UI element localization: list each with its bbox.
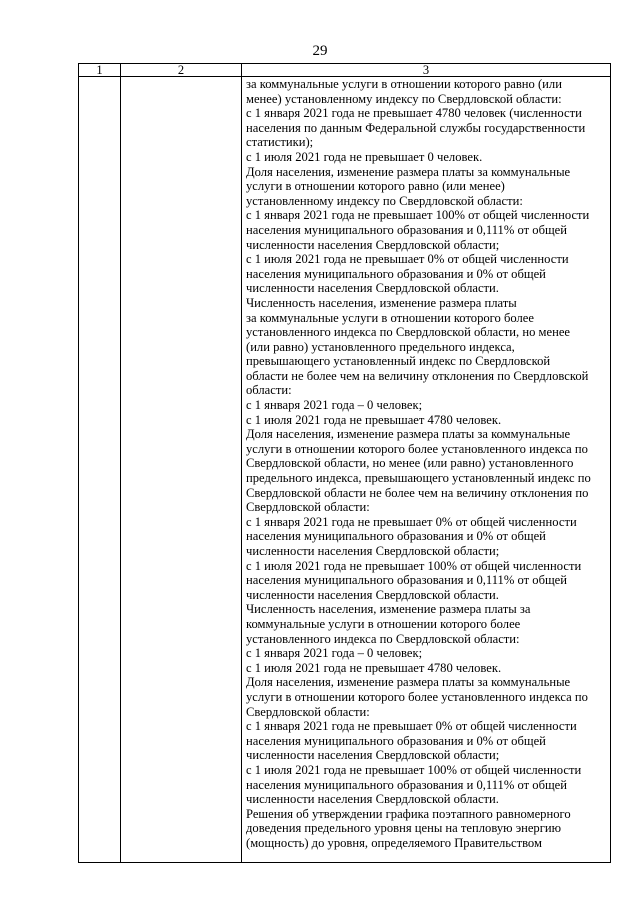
text-line: Доля населения, изменение размера платы за коммунальные — [246, 427, 571, 442]
text-line: Свердловской области: — [246, 500, 370, 515]
text-line: Численность населения, изменение размера платы за — [246, 602, 531, 617]
text-line: (или равно) установленного предельного индекса, — [246, 339, 515, 354]
text-line: с 1 июля 2021 года не превышает 4780 человек. — [246, 660, 502, 675]
column-header-3: 3 — [242, 64, 611, 77]
page-number: 29 — [312, 43, 328, 59]
text-line: с 1 июля 2021 года не превышает 100% от общей численности — [246, 558, 582, 573]
text-line: установленного индекса по Свердловской области: — [246, 631, 520, 646]
text-line: услуги в отношении которого более установленного индекса по — [246, 689, 588, 704]
text-line: превышающего установленный индекс по Свердловской — [246, 354, 551, 369]
text-line: населения муниципального образования и 0% от общей — [246, 266, 546, 281]
table-row — [79, 77, 611, 863]
text-line: Доля населения, изменение размера платы за коммунальные — [246, 164, 571, 179]
text-line: населения муниципального образования и 0% от общей — [246, 733, 546, 748]
text-line: с 1 января 2021 года – 0 человек; — [246, 646, 423, 661]
column-header-1: 1 — [79, 64, 121, 77]
text-line: с 1 июля 2021 года не превышает 4780 человек. — [246, 412, 502, 427]
text-line: с 1 января 2021 года не превышает 4780 человек (численности — [246, 106, 582, 121]
text-line: с 1 января 2021 года не превышает 0% от общей численности — [246, 514, 577, 529]
column-header-2: 2 — [121, 64, 242, 77]
text-line: населения по данным Федеральной службы государственности — [246, 120, 586, 135]
text-line: предельного индекса, превышающего установленный индекс по — [246, 471, 591, 486]
text-line: с 1 июля 2021 года не превышает 0% от общей численности — [246, 252, 569, 267]
text-line: населения муниципального образования и 0,111% от общей — [246, 222, 568, 237]
text-line: с 1 июля 2021 года не превышает 100% от общей численности — [246, 762, 582, 777]
text-line: за коммунальные услуги в отношении которого более — [246, 310, 534, 325]
text-line: населения муниципального образования и 0,111% от общей — [246, 777, 568, 792]
text-line: Решения об утверждении графика поэтапного равномерного — [246, 806, 571, 821]
column-2-cell — [121, 77, 242, 863]
text-line: с 1 января 2021 года не превышает 100% от общей численности — [246, 208, 590, 223]
text-line: численности населения Свердловской области. — [246, 587, 499, 602]
table-header-row — [79, 64, 611, 77]
column-3-cell — [242, 77, 611, 863]
text-line: (мощность) до уровня, определяемого Правительством — [246, 835, 542, 850]
text-line: за коммунальные услуги в отношении которого равно (или — [246, 77, 562, 91]
document-table — [78, 63, 611, 863]
column-1-cell — [79, 77, 121, 863]
text-line: Доля населения, изменение размера платы за коммунальные — [246, 675, 571, 690]
text-line: численности населения Свердловской области; — [246, 544, 500, 558]
column-3-text — [242, 77, 610, 850]
text-line: Численность населения, изменение размера платы — [246, 295, 517, 310]
text-line: области: — [246, 383, 292, 398]
text-line: численности населения Свердловской области; — [246, 748, 500, 763]
text-line: услуги в отношении которого более установленного индекса по — [246, 441, 588, 456]
text-line: коммунальные услуги в отношении которого более — [246, 616, 521, 631]
text-line: населения муниципального образования и 0% от общей — [246, 529, 546, 544]
text-line: Свердловской области не более чем на величину отклонения по — [246, 485, 589, 500]
text-line: населения муниципального образования и 0,111% от общей — [246, 573, 568, 588]
text-line: установленному индексу по Свердловской области: — [246, 193, 523, 208]
text-line: менее) установленному индексу по Свердловской области: — [246, 91, 562, 106]
text-line: доведения предельного уровня цены на тепловую энергию — [246, 821, 562, 836]
text-line: численности населения Свердловской области. — [246, 792, 499, 807]
text-line: с 1 января 2021 года не превышает 0% от общей численности — [246, 719, 577, 734]
text-line: с 1 января 2021 года – 0 человек; — [246, 398, 423, 413]
text-line: Свердловской области: — [246, 704, 370, 719]
text-line: Свердловской области, но менее (или равно) установленного — [246, 456, 574, 471]
text-line: численности населения Свердловской области. — [246, 281, 499, 296]
text-line: статистики); — [246, 135, 314, 150]
text-line: численности населения Свердловской области; — [246, 237, 500, 252]
text-line: услуги в отношении которого равно (или менее) — [246, 179, 505, 194]
text-line: области не более чем на величину отклонения по Свердловской — [246, 368, 589, 383]
text-line: установленного индекса по Свердловской области, но менее — [246, 325, 571, 340]
text-line: с 1 июля 2021 года не превышает 0 человек. — [246, 149, 483, 164]
